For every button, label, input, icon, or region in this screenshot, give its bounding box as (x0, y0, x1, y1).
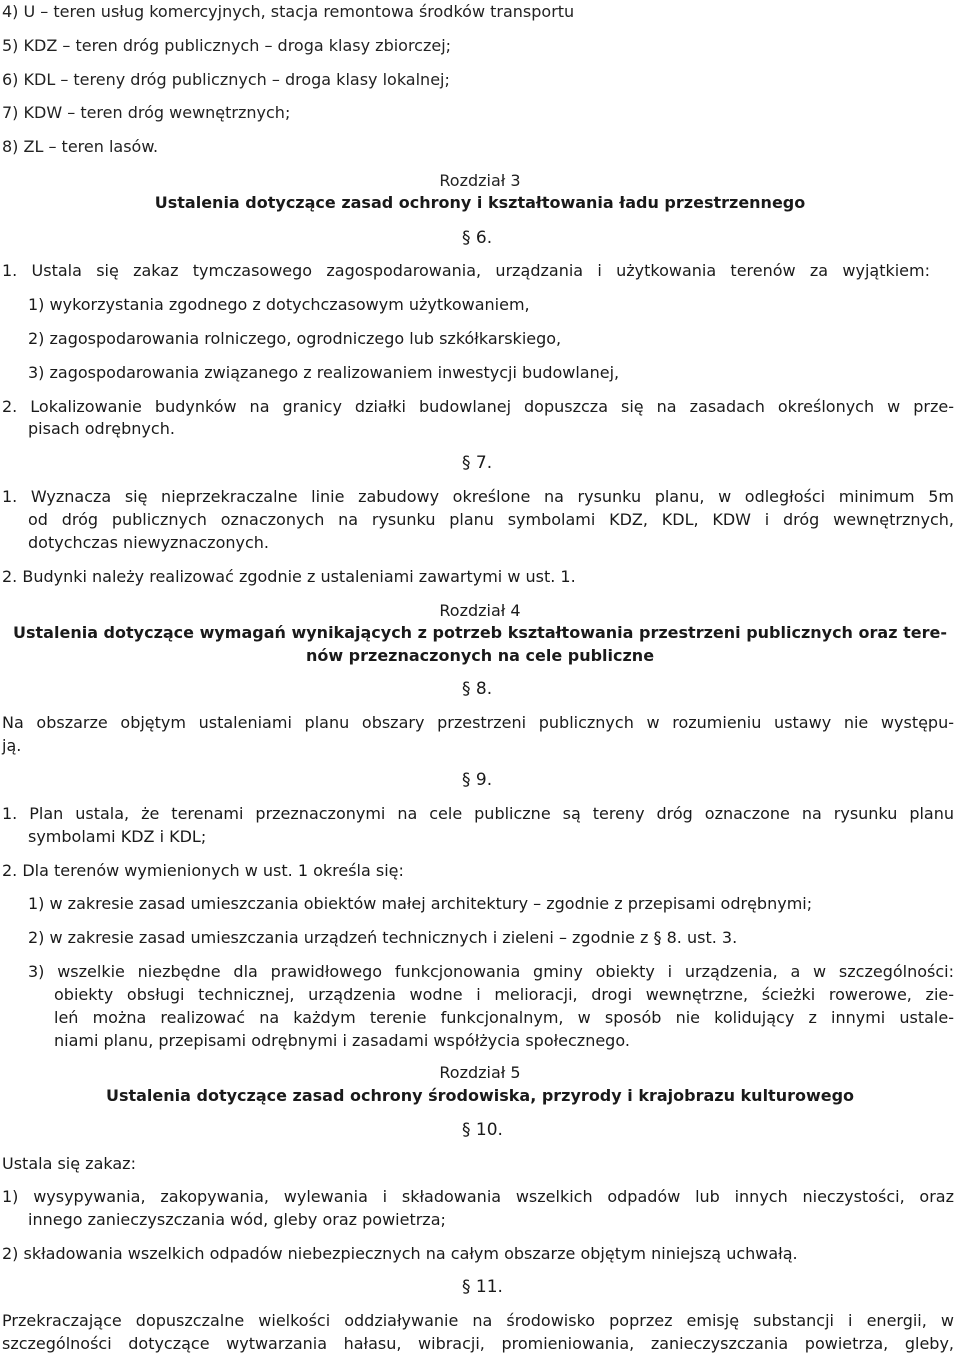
list-item: 2) składowania wszelkich odpadów niebezpiecznych na całym obszarze objętym niniejszą uchwałą. (2, 1244, 798, 1263)
list-item-continuation: obiekty obsługi technicznej, urządzenia wodne i melioracji, drogi wewnętrzne, ścieżki rowerowe, zie- (54, 985, 954, 1004)
section-heading: § 9. (462, 770, 493, 790)
chapter-label: Rozdział 4 (439, 601, 521, 620)
list-item: 6) KDL – tereny dróg publicznych – droga klasy lokalnej; (2, 70, 450, 89)
list-item: 3) wszelkie niezbędne dla prawidłowego funkcjonowania gminy obiekty i urządzenia, a w szczególności: (28, 962, 954, 981)
list-item-continuation: leń można realizować na każdym terenie funkcjonalnym, w sposób nie kolidujący z innymi ustale- (54, 1008, 954, 1027)
chapter-title: Ustalenia dotyczące wymagań wynikających z potrzeb kształtowania przestrzeni publicznych oraz tere- (13, 623, 947, 642)
list-item-continuation: innego zanieczyszczania wód, gleby oraz powietrza; (28, 1210, 446, 1229)
paragraph: 2. Budynki należy realizować zgodnie z ustaleniami zawartymi w ust. 1. (2, 567, 576, 586)
paragraph: 2. Dla terenów wymienionych w ust. 1 określa się: (2, 861, 404, 880)
paragraph: Ustala się zakaz: (2, 1154, 136, 1173)
paragraph-continuation: symbolami KDZ i KDL; (28, 827, 207, 846)
list-item: 1) wykorzystania zgodnego z dotychczasowym użytkowaniem, (28, 295, 530, 314)
chapter-label: Rozdział 3 (439, 171, 521, 190)
section-heading: § 10. (462, 1120, 503, 1140)
list-item: 5) KDZ – teren dróg publicznych – droga klasy zbiorczej; (2, 36, 452, 55)
paragraph-continuation: szczególności dotyczące wytwarzania hałasu, wibracji, promieniowania, zanieczyszczania powietrza, gleby, (2, 1334, 954, 1353)
section-heading: § 6. (462, 228, 493, 248)
chapter-title: Ustalenia dotyczące zasad ochrony i kształtowania ładu przestrzennego (154, 193, 806, 212)
paragraph-continuation: ją. (2, 736, 22, 755)
paragraph: 1. Ustala się zakaz tymczasowego zagospodarowania, urządzania i użytkowania terenów za wyjątkiem: (2, 261, 930, 280)
section-heading: § 8. (462, 679, 493, 699)
paragraph: Przekraczające dopuszczalne wielkości oddziaływanie na środowisko poprzez emisję substancji i energii, w (2, 1311, 954, 1330)
list-item: 1) wysypywania, zakopywania, wylewania i składowania wszelkich odpadów lub innych nieczystości, oraz (2, 1187, 954, 1206)
chapter-title-continuation: nów przeznaczonych na cele publiczne (305, 646, 655, 665)
section-heading: § 11. (462, 1277, 503, 1297)
list-item: 3) zagospodarowania związanego z realizowaniem inwestycji budowlanej, (28, 363, 620, 382)
list-item: 2) zagospodarowania rolniczego, ogrodniczego lub szkółkarskiego, (28, 329, 562, 348)
paragraph-continuation: od dróg publicznych oznaczonych na rysunku planu symbolami KDZ, KDL, KDW i dróg wewnętrznych, (28, 510, 954, 529)
paragraph: Na obszarze objętym ustaleniami planu obszary przestrzeni publicznych w rozumieniu ustawy nie występu- (2, 713, 954, 732)
chapter-title: Ustalenia dotyczące zasad ochrony środowiska, przyrody i krajobrazu kulturowego (105, 1086, 855, 1105)
paragraph: 2. Lokalizowanie budynków na granicy działki budowlanej dopuszcza się na zasadach określonych w prze- (2, 397, 954, 416)
chapter-label: Rozdział 5 (439, 1063, 521, 1082)
list-item: 8) ZL – teren lasów. (2, 137, 159, 156)
paragraph: 1. Wyznacza się nieprzekraczalne linie zabudowy określone na rysunku planu, w odległości minimum 5m (2, 487, 954, 506)
paragraph-continuation: dotychczas niewyznaczonych. (28, 533, 269, 552)
list-item: 4) U – teren usług komercyjnych, stacja remontowa środków transportu (2, 2, 575, 21)
paragraph-continuation: pisach odrębnych. (28, 419, 175, 438)
section-heading: § 7. (462, 453, 493, 473)
list-item: 7) KDW – teren dróg wewnętrznych; (2, 103, 291, 122)
list-item: 2) w zakresie zasad umieszczania urządzeń technicznych i zieleni – zgodnie z § 8. ust. 3. (28, 928, 738, 947)
paragraph: 1. Plan ustala, że terenami przeznaczonymi na cele publiczne są tereny dróg oznaczone na rysunku planu (2, 804, 954, 823)
list-item: 1) w zakresie zasad umieszczania obiektów małej architektury – zgodnie z przepisami odrębnymi; (28, 894, 813, 913)
list-item-continuation: niami planu, przepisami odrębnymi i zasadami współżycia społecznego. (54, 1031, 630, 1050)
